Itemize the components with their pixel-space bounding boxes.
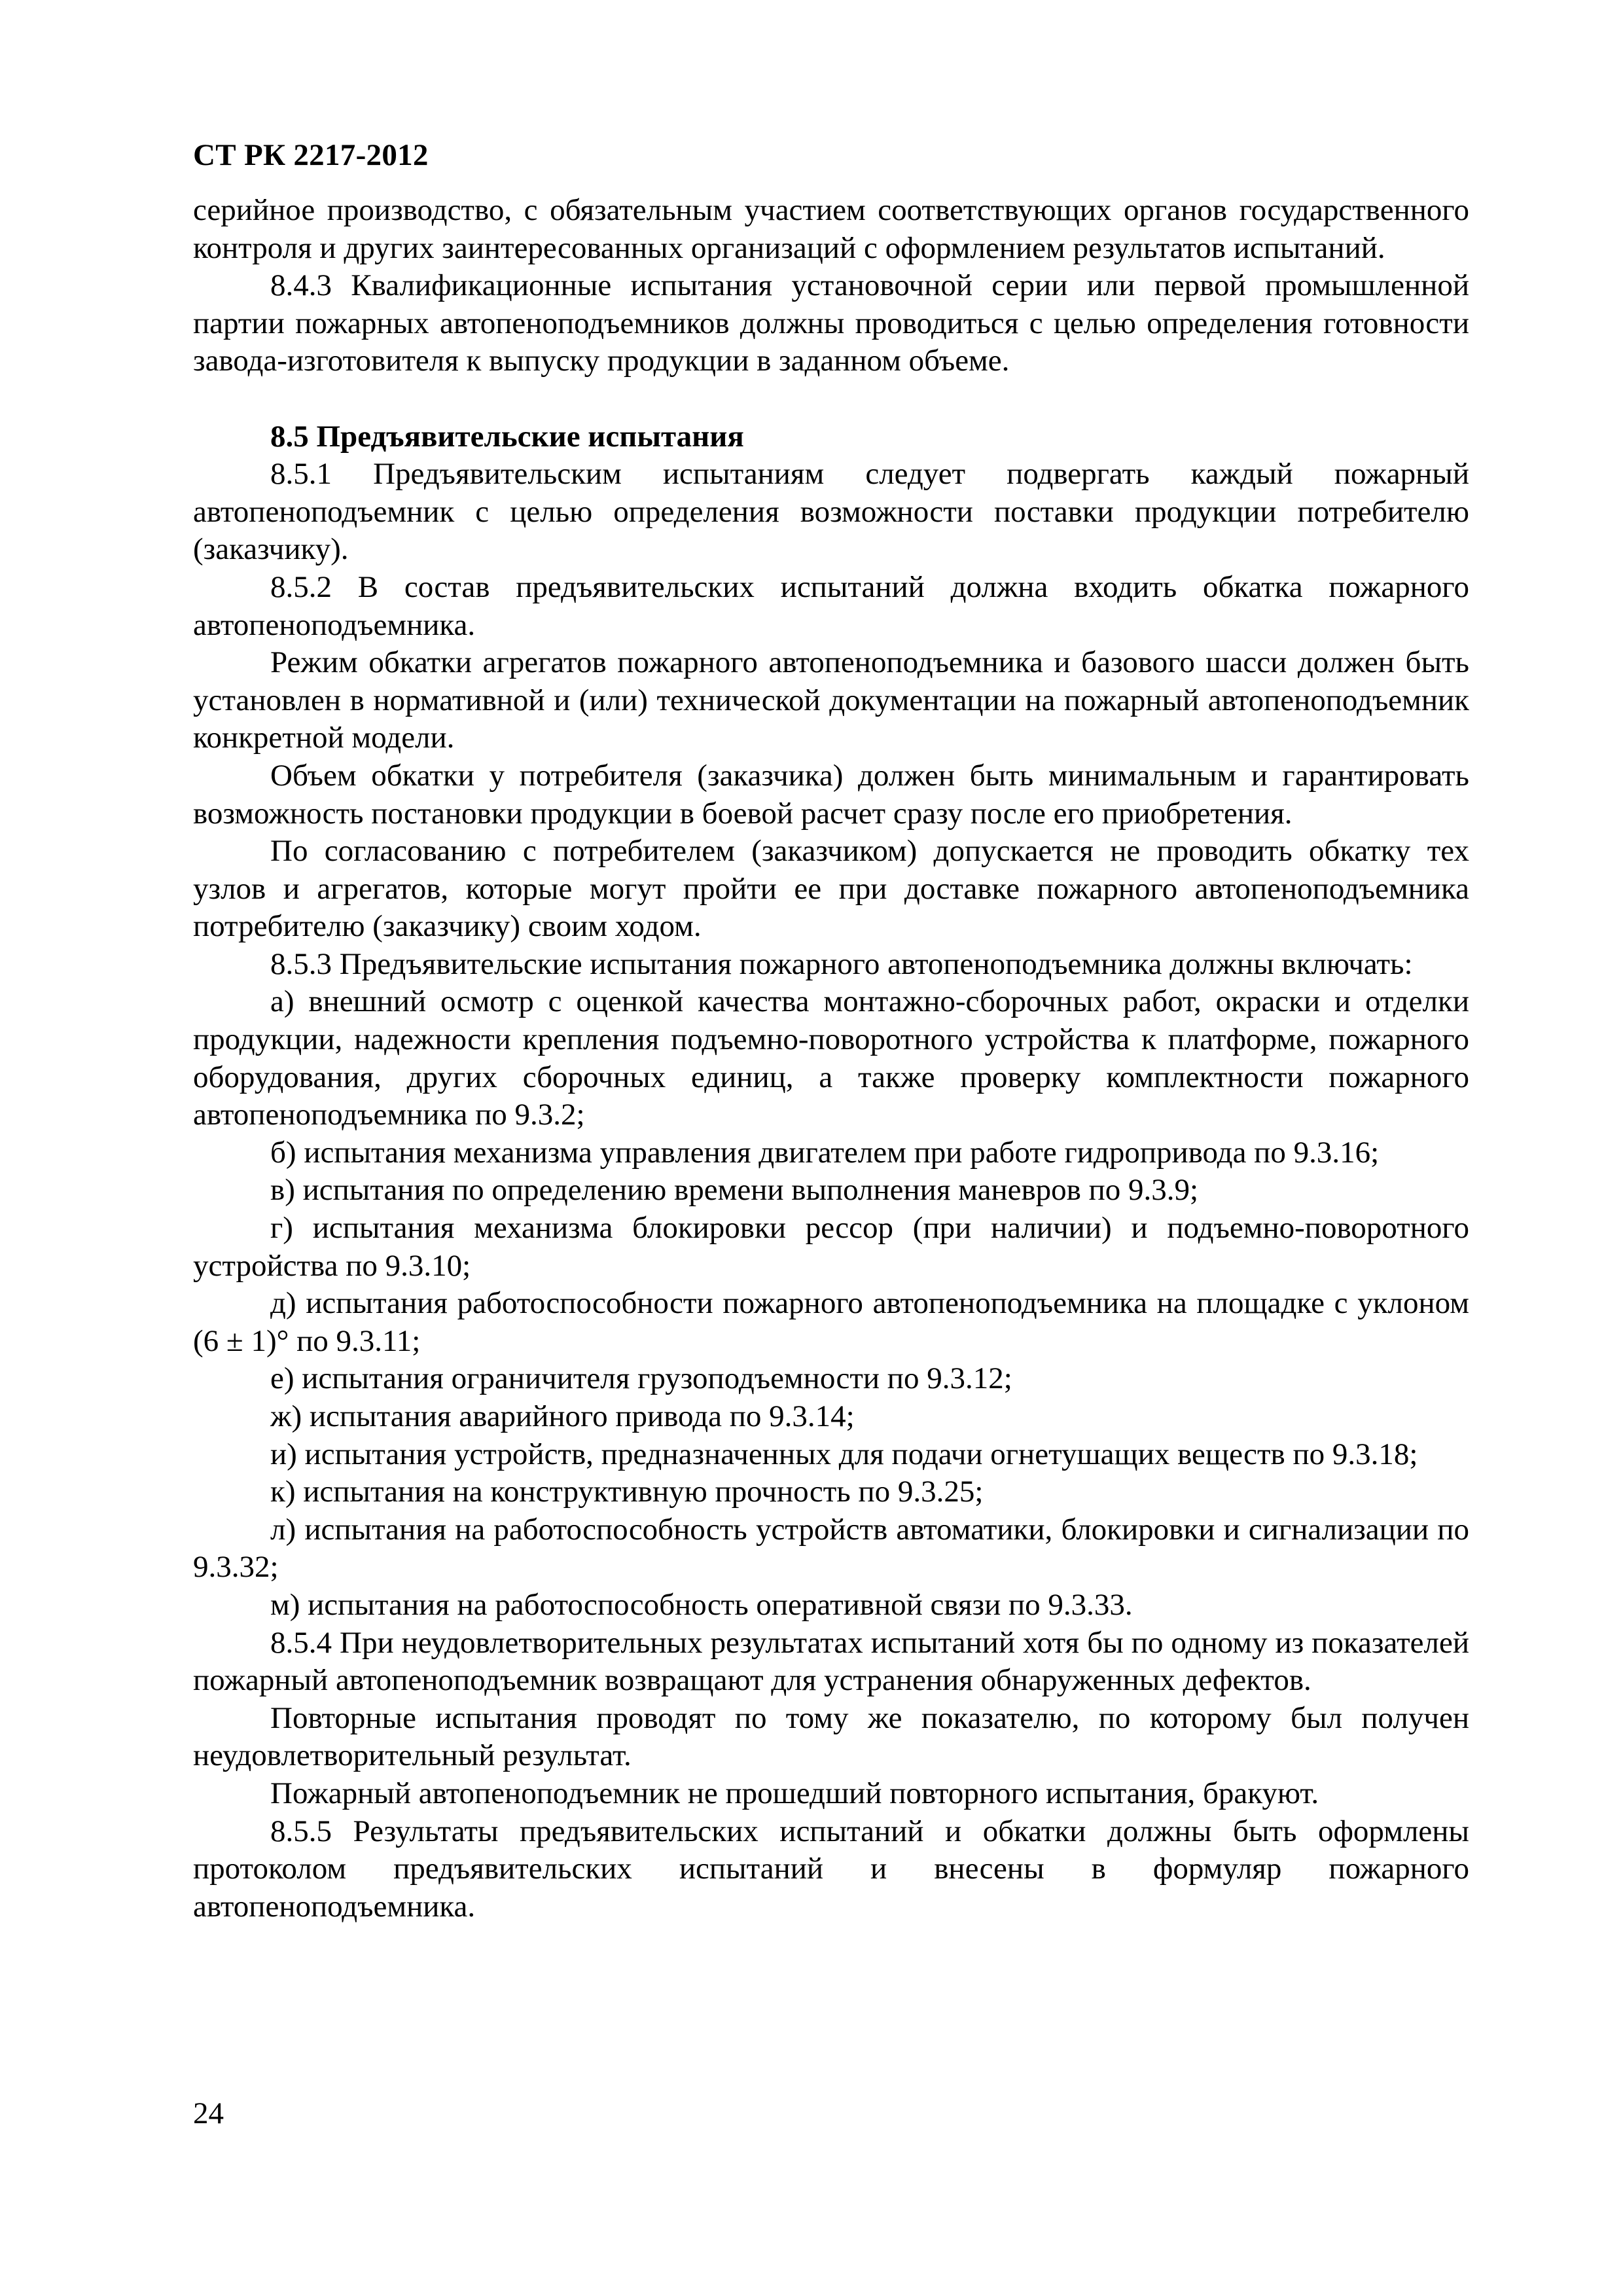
list-item-d: д) испытания работоспособности пожарного автопеноподъемника на площадке с уклоном (6 ± 1)° по 9.3.11;: [193, 1286, 1469, 1358]
paragraph-8-4-3: 8.4.3 Квалификационные испытания установочной серии или первой промышленной партии пожарных автопеноподъемников должны проводиться с целью определения готовности завода-изготовителя к выпуску продукции в заданном объеме.: [193, 268, 1469, 378]
paragraph-8-5-4: 8.5.4 При неудовлетворительных результатах испытаний хотя бы по одному из показателей пожарный автопеноподъемник возвращают для устранения обнаруженных дефектов.: [193, 1625, 1469, 1698]
paragraph-run-in-volume: Объем обкатки у потребителя (заказчика) должен быть минимальным и гарантировать возможность постановки продукции в боевой расчет сразу после его приобретения.: [193, 758, 1469, 831]
list-item-a: а) внешний осмотр с оценкой качества монтажно-сборочных работ, окраски и отделки продукции, надежности крепления подъемно-поворотного устройства к платформе, пожарного оборудования, других сборочных единиц, а также проверку комплектности пожарного автопеноподъемника по 9.3.2;: [193, 984, 1469, 1132]
body-text: [193, 192, 1469, 1926]
paragraph-8-5-1: 8.5.1 Предъявительским испытаниям следует подвергать каждый пожарный автопеноподъемник с целью определения возможности поставки продукции потребителю (заказчику).: [193, 457, 1469, 567]
paragraph-agreement: По согласованию с потребителем (заказчиком) допускается не проводить обкатку тех узлов и агрегатов, которые могут пройти ее при доставке пожарного автопеноподъемника потребителю (заказчику) своим ходом.: [193, 834, 1469, 944]
list-item-i: и) испытания устройств, предназначенных для подачи огнетушащих веществ по 9.3.18;: [270, 1437, 1418, 1471]
list-item-e: е) испытания ограничителя грузоподъемности по 9.3.12;: [270, 1361, 1012, 1396]
paragraph-continuation: серийное производство, с обязательным участием соответствующих органов государственного контроля и других заинтересованных организаций с оформлением результатов испытаний.: [193, 193, 1469, 265]
paragraph-run-in-mode: Режим обкатки агрегатов пожарного автопеноподъемника и базового шасси должен быть установлен в нормативной и (или) технической документации на пожарный автопеноподъемник конкретной модели.: [193, 645, 1469, 755]
paragraph-8-5-3: 8.5.3 Предъявительские испытания пожарного автопеноподъемника должны включать:: [270, 946, 1413, 981]
paragraph-rejection: Пожарный автопеноподъемник не прошедший повторного испытания, бракуют.: [270, 1776, 1319, 1810]
paragraph-8-5-5: 8.5.5 Результаты предъявительских испытаний и обкатки должны быть оформлены протоколом предъявительских испытаний и внесены в формуляр пожарного автопеноподъемника.: [193, 1814, 1469, 1924]
page-number: 24: [193, 2096, 224, 2130]
list-item-k: к) испытания на конструктивную прочность по 9.3.25;: [270, 1475, 984, 1509]
paragraph-8-5-2: 8.5.2 В состав предъявительских испытаний должна входить обкатка пожарного автопеноподъемника.: [193, 569, 1469, 642]
list-item-zh: ж) испытания аварийного привода по 9.3.14;: [270, 1399, 855, 1433]
list-item-v: в) испытания по определению времени выполнения маневров по 9.3.9;: [270, 1173, 1199, 1208]
list-item-b: б) испытания механизма управления двигателем при работе гидропривода по 9.3.16;: [270, 1135, 1380, 1170]
list-item-m: м) испытания на работоспособность оперативной связи по 9.3.33.: [270, 1587, 1133, 1622]
paragraph-repeat-tests: Повторные испытания проводят по тому же показателю, по которому был получен неудовлетворительный результат.: [193, 1700, 1469, 1773]
list-item-l: л) испытания на работоспособность устройств автоматики, блокировки и сигнализации по 9.3.32;: [193, 1512, 1469, 1585]
document-code: СТ РК 2217-2012: [193, 138, 429, 172]
list-item-g: г) испытания механизма блокировки рессор (при наличии) и подъемно-поворотного устройства по 9.3.10;: [193, 1211, 1469, 1283]
section-heading-8-5: 8.5 Предъявительские испытания: [270, 419, 744, 454]
